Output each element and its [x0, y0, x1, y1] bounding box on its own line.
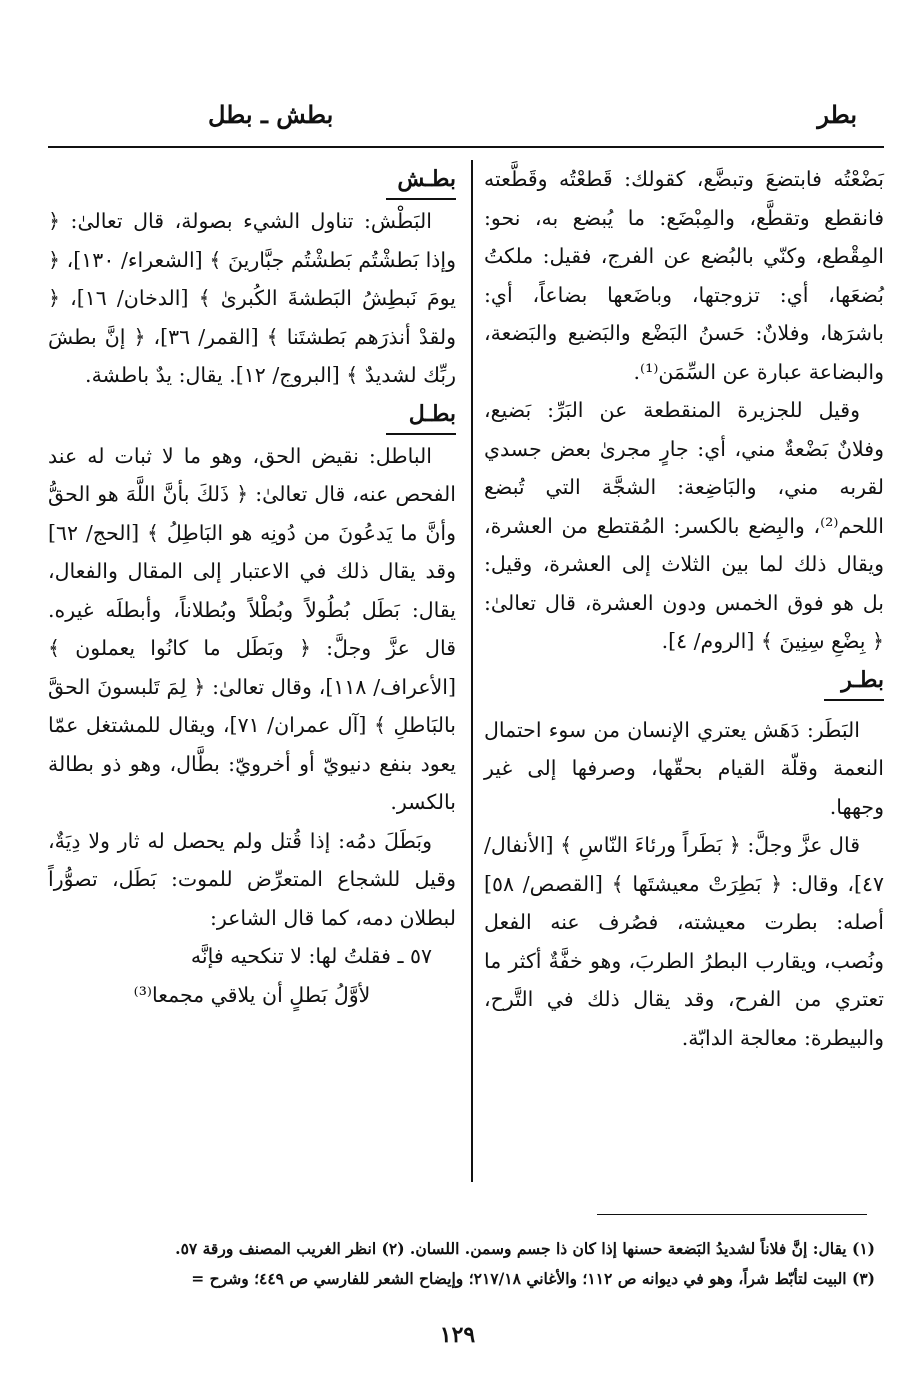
- footnotes: [40, 1234, 875, 1294]
- footnote-rule: [597, 1214, 867, 1215]
- verse-line-2: لأوَّلُ بَطلٍ أن يلاقي مجمعا⁽³⁾: [133, 982, 371, 1007]
- footnote-line: (٣) البيت لتأبّط شراً، وهو في ديوانه ص ١١٢؛ والأغاني ٢١٧/١٨؛ وإيضاح الشعر للفارسي ص ٤٤٩؛ وشرح =: [191, 1269, 875, 1288]
- entry-paragraph: قال عزَّ وجلَّ: ﴿ بَطَراً ورئاءَ النّاسِ ﴾ [الأنفال/ ٤٧]، وقال: ﴿ بَطِرَتْ معيشتَها ﴾ [القصص/ ٥٨] أصله: بطرت معيشته، فصُرف عنه الفعل ونُصب، ويقارب البطرُ الطربَ، وهو خفَّةٌ أكثر ما تعتري من الفرح، وقد يقال ذلك في التَّرح، والبيطرة: معالجة الدابّة.: [484, 833, 884, 1050]
- entry-paragraph: وبَطَلَ دمُه: إذا قُتل ولم يحصل له ثار ولا دِيَةٌ، وقيل للشجاع المتعرِّض للموت: بَطَل، تصوُّراً لبطلان دمه، كما قال الشاعر:: [48, 828, 456, 930]
- entry-heading-batar: بطـر: [824, 661, 884, 701]
- verse-line-1: ٥٧ ـ فقلتُ لها: لا تنكحيه فإنَّه: [190, 944, 432, 968]
- left-column: [48, 160, 456, 1014]
- footnote-line: (١) يقال: إنَّ فلاناً لشديدُ البَضعة حسنها إذا كان ذا جسم وسمن. اللسان. (٢) انظر الغريب المصنف ورقة ٥٧.: [175, 1239, 875, 1258]
- column-divider: [471, 160, 473, 1182]
- entry-paragraph: الباطل: نقيض الحق، وهو ما لا ثبات له عند الفحص عنه، قال تعالىٰ: ﴿ ذَلكَ بأنَّ اللَّهَ هو الحقُّ وأنَّ ما يَدعُونَ من دُونِه هو البَاطِلُ ﴾ [الحج/ ٦٢] وقد يقال ذلك في الاعتبار إلى المقال والفعال، يقال: بَطَل بُطُولاً وبُطْلاً وبُطلاناً، وأبطلَه غيره. قال عزَّ وجلَّ: ﴿ وبَطَل ما كانُوا يعملون ﴾ [الأعراف/ ١١٨]، وقال تعالىٰ: ﴿ لِمَ تَلبسونَ الحقَّ بالبَاطلِ ﴾ [آل عمران/ ٧١]، ويقال للمشتغل عمّا يعود بنفع دنيويّ أو أخرويّ: بطَّال، وهو ذو بطالة بالكسر.: [48, 443, 457, 814]
- running-head-right: بطر: [817, 100, 857, 129]
- entry-paragraph: البَطَر: دَهَش يعتري الإنسان من سوء احتمال النعمة وقلّة القيام بحقّها، وصرفها إلى غير وجهها.: [484, 717, 884, 819]
- header-rule: [48, 146, 884, 148]
- running-head-left: بطش ـ بطل: [208, 100, 334, 129]
- right-column: [484, 160, 884, 1057]
- entry-paragraph: البَطْش: تناول الشيء بصولة، قال تعالىٰ: ﴿ وإذا بَطشْتُم بَطشْتُم جبَّارينَ ﴾ [الشعراء/ ١٣٠]، ﴿ يومَ نَبطِشُ البَطشةَ الكُبرىٰ ﴾ [الدخان/ ١٦]، ﴿ ولقدْ أنذرَهم بَطشتَنا ﴾ [القمر/ ٣٦]، ﴿ إنَّ بطشَ ربِّك لشديدٌ ﴾ [البروج/ ١٢]. يقال: يدٌ باطشة.: [48, 209, 456, 387]
- entry-paragraph: وقيل للجزيرة المنقطعة عن البَرِّ: بَضيع، وفلانٌ بَضْعةٌ مني، أي: جارٍ مجرىٰ بعض جسدي لقربه مني، والبَاضِعة: الشجَّة التي تُبضع اللحم⁽²⁾، والبِضع بالكسر: المُقتطع من العشرة، ويقال ذلك لما بين الثلاث إلى العشرة، وقيل: بل هو فوق الخمس ودون العشرة، قال تعالىٰ: ﴿ بِضْعِ سِنِينَ ﴾ [الروم/ ٤].: [484, 398, 884, 653]
- entry-paragraph: بَضْعْتُه فابتضعَ وتبضَّع، كقولك: قَطعْتُه وقَطَّعته فانقطع وتقطَّع، والمِبْضَع: ما يُبضع به، نحو: المِقْطع، وكنّي بالبُضع عن الفرج، فقيل: ملكتُ بُضعَها، أي: تزوجتها، وباضَعها بضاعاً، أي: باشرَها، وفلانٌ: حَسنُ البَضْع والبَضيع والبَضعة، والبضاعة عبارة عن السِّمَن⁽¹⁾.: [484, 167, 884, 384]
- entry-heading-batal: بطـل: [386, 395, 456, 435]
- page-number: ١٢٩: [439, 1322, 476, 1348]
- entry-heading-batash: بطـش: [386, 160, 456, 200]
